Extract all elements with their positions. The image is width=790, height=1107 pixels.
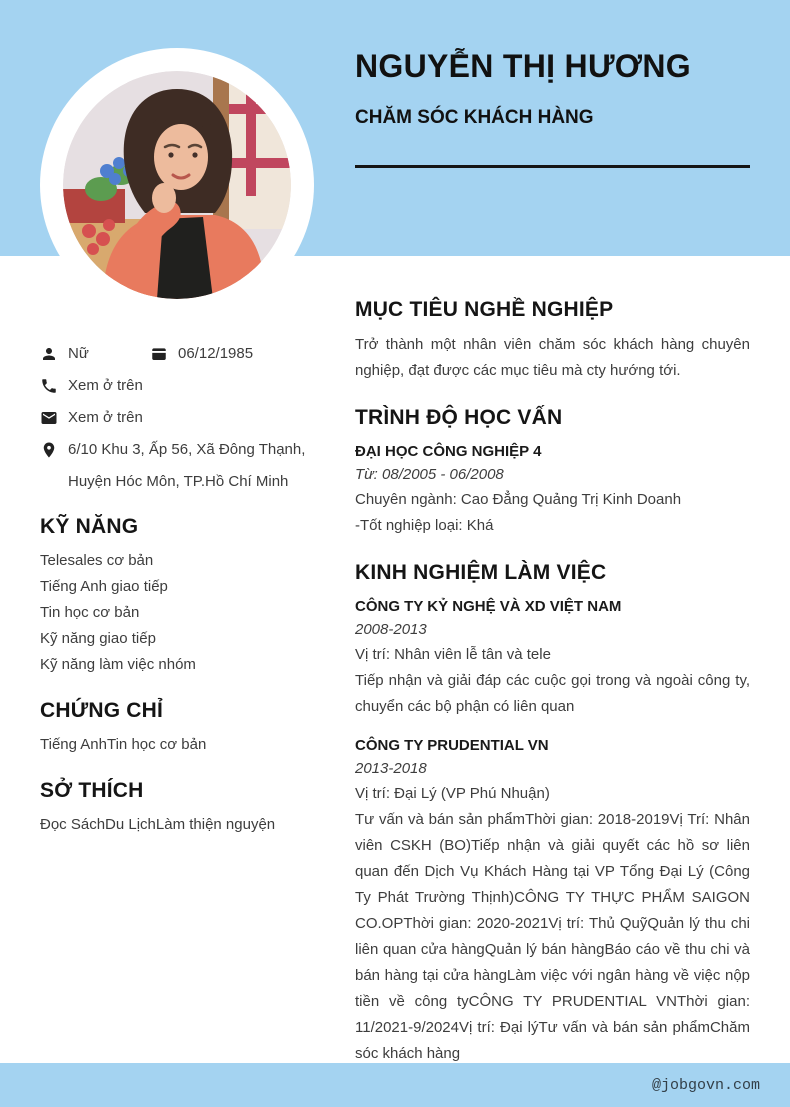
calendar-icon xyxy=(150,345,168,363)
objective-text: Trở thành một nhân viên chăm sóc khách hàng chuyên nghiệp, đạt được các mục tiêu mà cty hướng tới. xyxy=(355,336,750,379)
certificates-text: Tiếng AnhTin học cơ bản xyxy=(40,736,207,753)
person-icon xyxy=(40,345,58,363)
skill-item: Kỹ năng làm việc nhóm xyxy=(40,656,196,673)
page-title-name: NGUYỄN THỊ HƯƠNG xyxy=(355,48,691,84)
email-value: Xem ở trên xyxy=(68,409,143,426)
job-company: CÔNG TY PRUDENTIAL VN xyxy=(355,737,549,754)
job-period: 2013-2018 xyxy=(355,760,427,777)
job-title: CHĂM SÓC KHÁCH HÀNG xyxy=(355,107,594,128)
job-company: CÔNG TY KỶ NGHỆ VÀ XD VIỆT NAM xyxy=(355,598,622,615)
skills-heading: KỸ NĂNG xyxy=(40,515,139,538)
profile-photo xyxy=(63,71,291,299)
location-icon xyxy=(40,441,58,459)
footer-watermark: @jobgovn.com xyxy=(651,1076,760,1094)
phone-icon xyxy=(40,377,58,395)
education-period: Từ: 08/2005 - 06/2008 xyxy=(355,466,504,483)
phone-value: Xem ở trên xyxy=(68,377,143,394)
photo-ring xyxy=(40,48,314,322)
portrait-illustration xyxy=(63,71,291,299)
objective-heading: MỤC TIÊU NGHỀ NGHIỆP xyxy=(355,298,614,321)
dob-value: 06/12/1985 xyxy=(178,345,254,362)
right-column xyxy=(355,298,750,1067)
education-school: ĐẠI HỌC CÔNG NGHIỆP 4 xyxy=(355,443,542,460)
job-entry xyxy=(355,595,750,720)
skill-item: Tin học cơ bản xyxy=(40,604,140,621)
experience-heading: KINH NGHIỆM LÀM VIỆC xyxy=(355,561,607,584)
hobbies-heading: SỞ THÍCH xyxy=(40,779,144,802)
skills-list xyxy=(40,548,330,678)
education-major: Chuyên ngành: Cao Đẳng Quảng Trị Kinh Doanh xyxy=(355,491,682,508)
education-heading: TRÌNH ĐỘ HỌC VẤN xyxy=(355,406,563,429)
skill-item: Telesales cơ bản xyxy=(40,552,154,569)
job-period: 2008-2013 xyxy=(355,621,427,638)
education-grade: -Tốt nghiệp loại: Khá xyxy=(355,517,494,534)
hobbies-text: Đọc SáchDu LịchLàm thiện nguyện xyxy=(40,816,276,833)
job-description: Tư vấn và bán sản phẩmThời gian: 2018-2019Vị Trí: Nhân viên CSKH (BO)Tiếp nhận và giải quyết các hồ sơ liên quan đến Dịch Vụ Khách Hàng tại VP Tổng Đại Lý (Công Ty Phát Trường Thịnh)CÔNG TY THỰC PHẨM SAIGON CO.OPThời gian: 2020-2021Vị trí: Thủ QuỹQuản lý thu chi liên quan cửa hàngQuản lý bán hàngBáo cáo về thu chi và bán hàng tại cửa hàngLàm việc với ngân hàng về việc nộp tiền về công tyCÔNG TY PRUDENTIAL VNThời gian: 11/2021-9/2024Vị trí: Đại lýTư vấn và bán sản phẩmChăm sóc khách hàng xyxy=(355,811,750,1062)
job-entry xyxy=(355,734,750,1067)
skill-item: Kỹ năng giao tiếp xyxy=(40,630,156,647)
title-rule xyxy=(355,165,750,168)
job-position: Vị trí: Đại Lý (VP Phú Nhuận) xyxy=(355,785,550,802)
job-position: Vị trí: Nhân viên lễ tân và tele xyxy=(355,646,551,663)
email-icon xyxy=(40,409,58,427)
phone-row xyxy=(40,370,330,402)
certificates-heading: CHỨNG CHỈ xyxy=(40,699,164,722)
left-column xyxy=(40,338,330,838)
skill-item: Tiếng Anh giao tiếp xyxy=(40,578,168,595)
job-description: Tiếp nhận và giải đáp các cuộc gọi trong và ngoài công ty, chuyển các bộ phận có liên quan xyxy=(355,672,750,715)
address-row xyxy=(40,434,330,498)
footer-bar xyxy=(0,1063,790,1107)
address-value: 6/10 Khu 3, Ấp 56, Xã Đông Thạnh, Huyện Hóc Môn, TP.Hồ Chí Minh xyxy=(68,441,306,490)
email-row xyxy=(40,402,330,434)
dob-row xyxy=(150,338,253,370)
gender-value: Nữ xyxy=(68,345,89,362)
gender-row xyxy=(40,338,330,370)
